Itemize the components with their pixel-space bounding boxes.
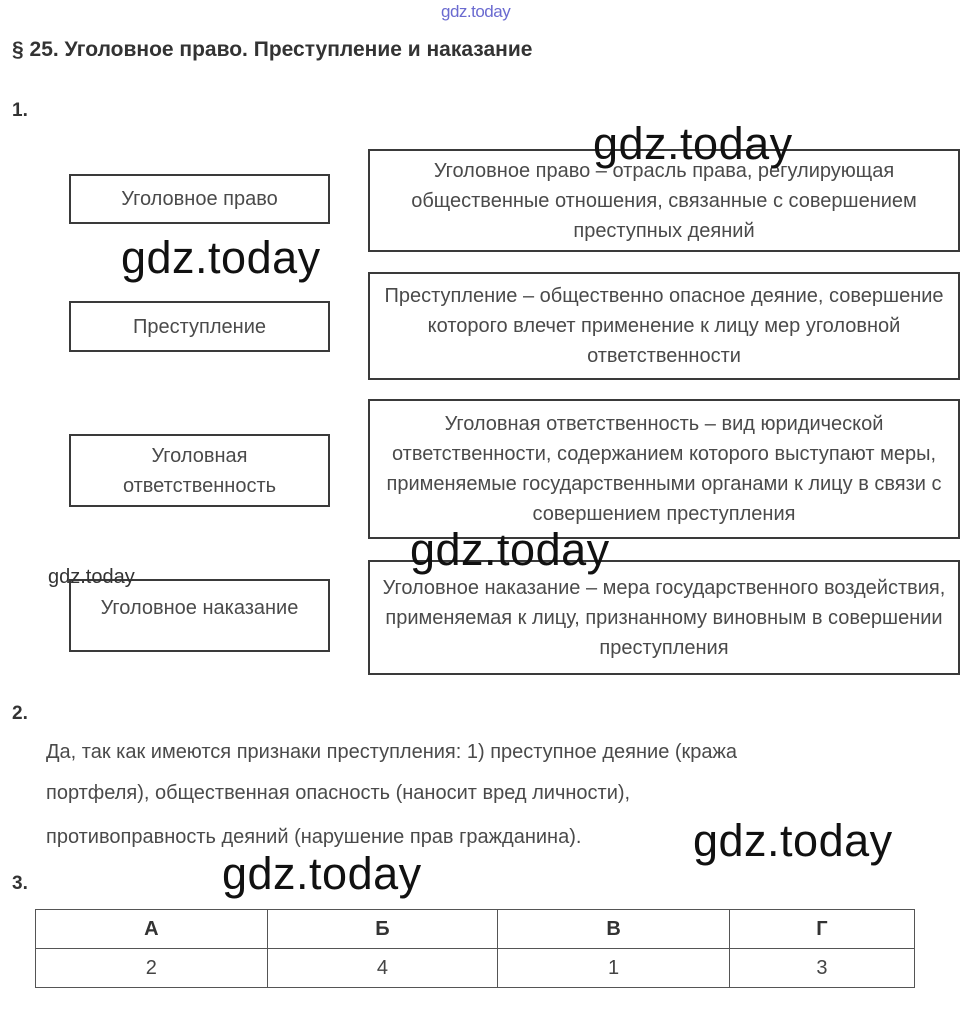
definition-text: Преступление – общественно опасное деяние, совершение которого влечет применение к лицу мер уголовной ответственности: [384, 285, 944, 367]
definition-text: Уголовное право – отрасль права, регулирующая общественные отношения, связанные с совершением преступных деяний: [411, 159, 917, 242]
watermark: gdz.today: [693, 815, 893, 866]
answer-line-1: Да, так как имеются признаки преступления: 1) преступное деяние (кража: [46, 741, 738, 763]
term-box-criminal-law: [69, 174, 330, 224]
table-cell: 1: [498, 949, 730, 988]
answer-line-3: противоправность деяний (нарушение прав гражданина).: [46, 826, 582, 848]
table-header-cell: А: [36, 910, 268, 949]
definition-box-criminal-punishment: [368, 560, 960, 675]
watermark-top: gdz.today: [441, 2, 511, 21]
answer-line-2: портфеля), общественная опасность (наносит вред личности),: [46, 782, 631, 804]
definition-text: Уголовное наказание – мера государственного воздействия, применяемая к лицу, признанному виновным в совершении преступления: [382, 576, 946, 659]
section-title: § 25. Уголовное право. Преступление и наказание: [12, 38, 533, 61]
watermark: gdz.today: [48, 566, 135, 588]
table-row: [36, 949, 915, 988]
table-header-cell: В: [498, 910, 730, 949]
table-header-row: [36, 910, 915, 949]
term-label: Преступление: [133, 315, 266, 338]
term-box-criminal-punishment: [69, 579, 330, 652]
table-cell: 3: [729, 949, 914, 988]
table-cell: 4: [267, 949, 498, 988]
task1-number: 1.: [12, 100, 28, 121]
watermark: gdz.today: [121, 232, 321, 283]
table-header-cell: Б: [267, 910, 498, 949]
watermark: gdz.today: [410, 524, 610, 575]
watermark: gdz.today: [593, 118, 793, 169]
term-label: Уголовное наказание: [100, 597, 299, 619]
definition-box-crime: [368, 272, 960, 380]
task2-number: 2.: [12, 703, 28, 724]
term-box-crime: [69, 301, 330, 352]
term-label: Уголовная ответственность: [122, 444, 277, 497]
definition-text: Уголовная ответственность – вид юридической ответственности, содержанием которого выступают меры, применяемые государственными органами к лицу в связи с совершением преступления: [386, 413, 942, 525]
answer-table: [35, 909, 915, 988]
definition-box-criminal-liability: [368, 399, 960, 539]
term-box-criminal-liability: [69, 434, 330, 507]
table-header-cell: Г: [729, 910, 914, 949]
watermark: gdz.today: [222, 848, 422, 899]
task3-number: 3.: [12, 873, 28, 894]
term-label: Уголовное право: [121, 188, 278, 210]
table-cell: 2: [36, 949, 268, 988]
